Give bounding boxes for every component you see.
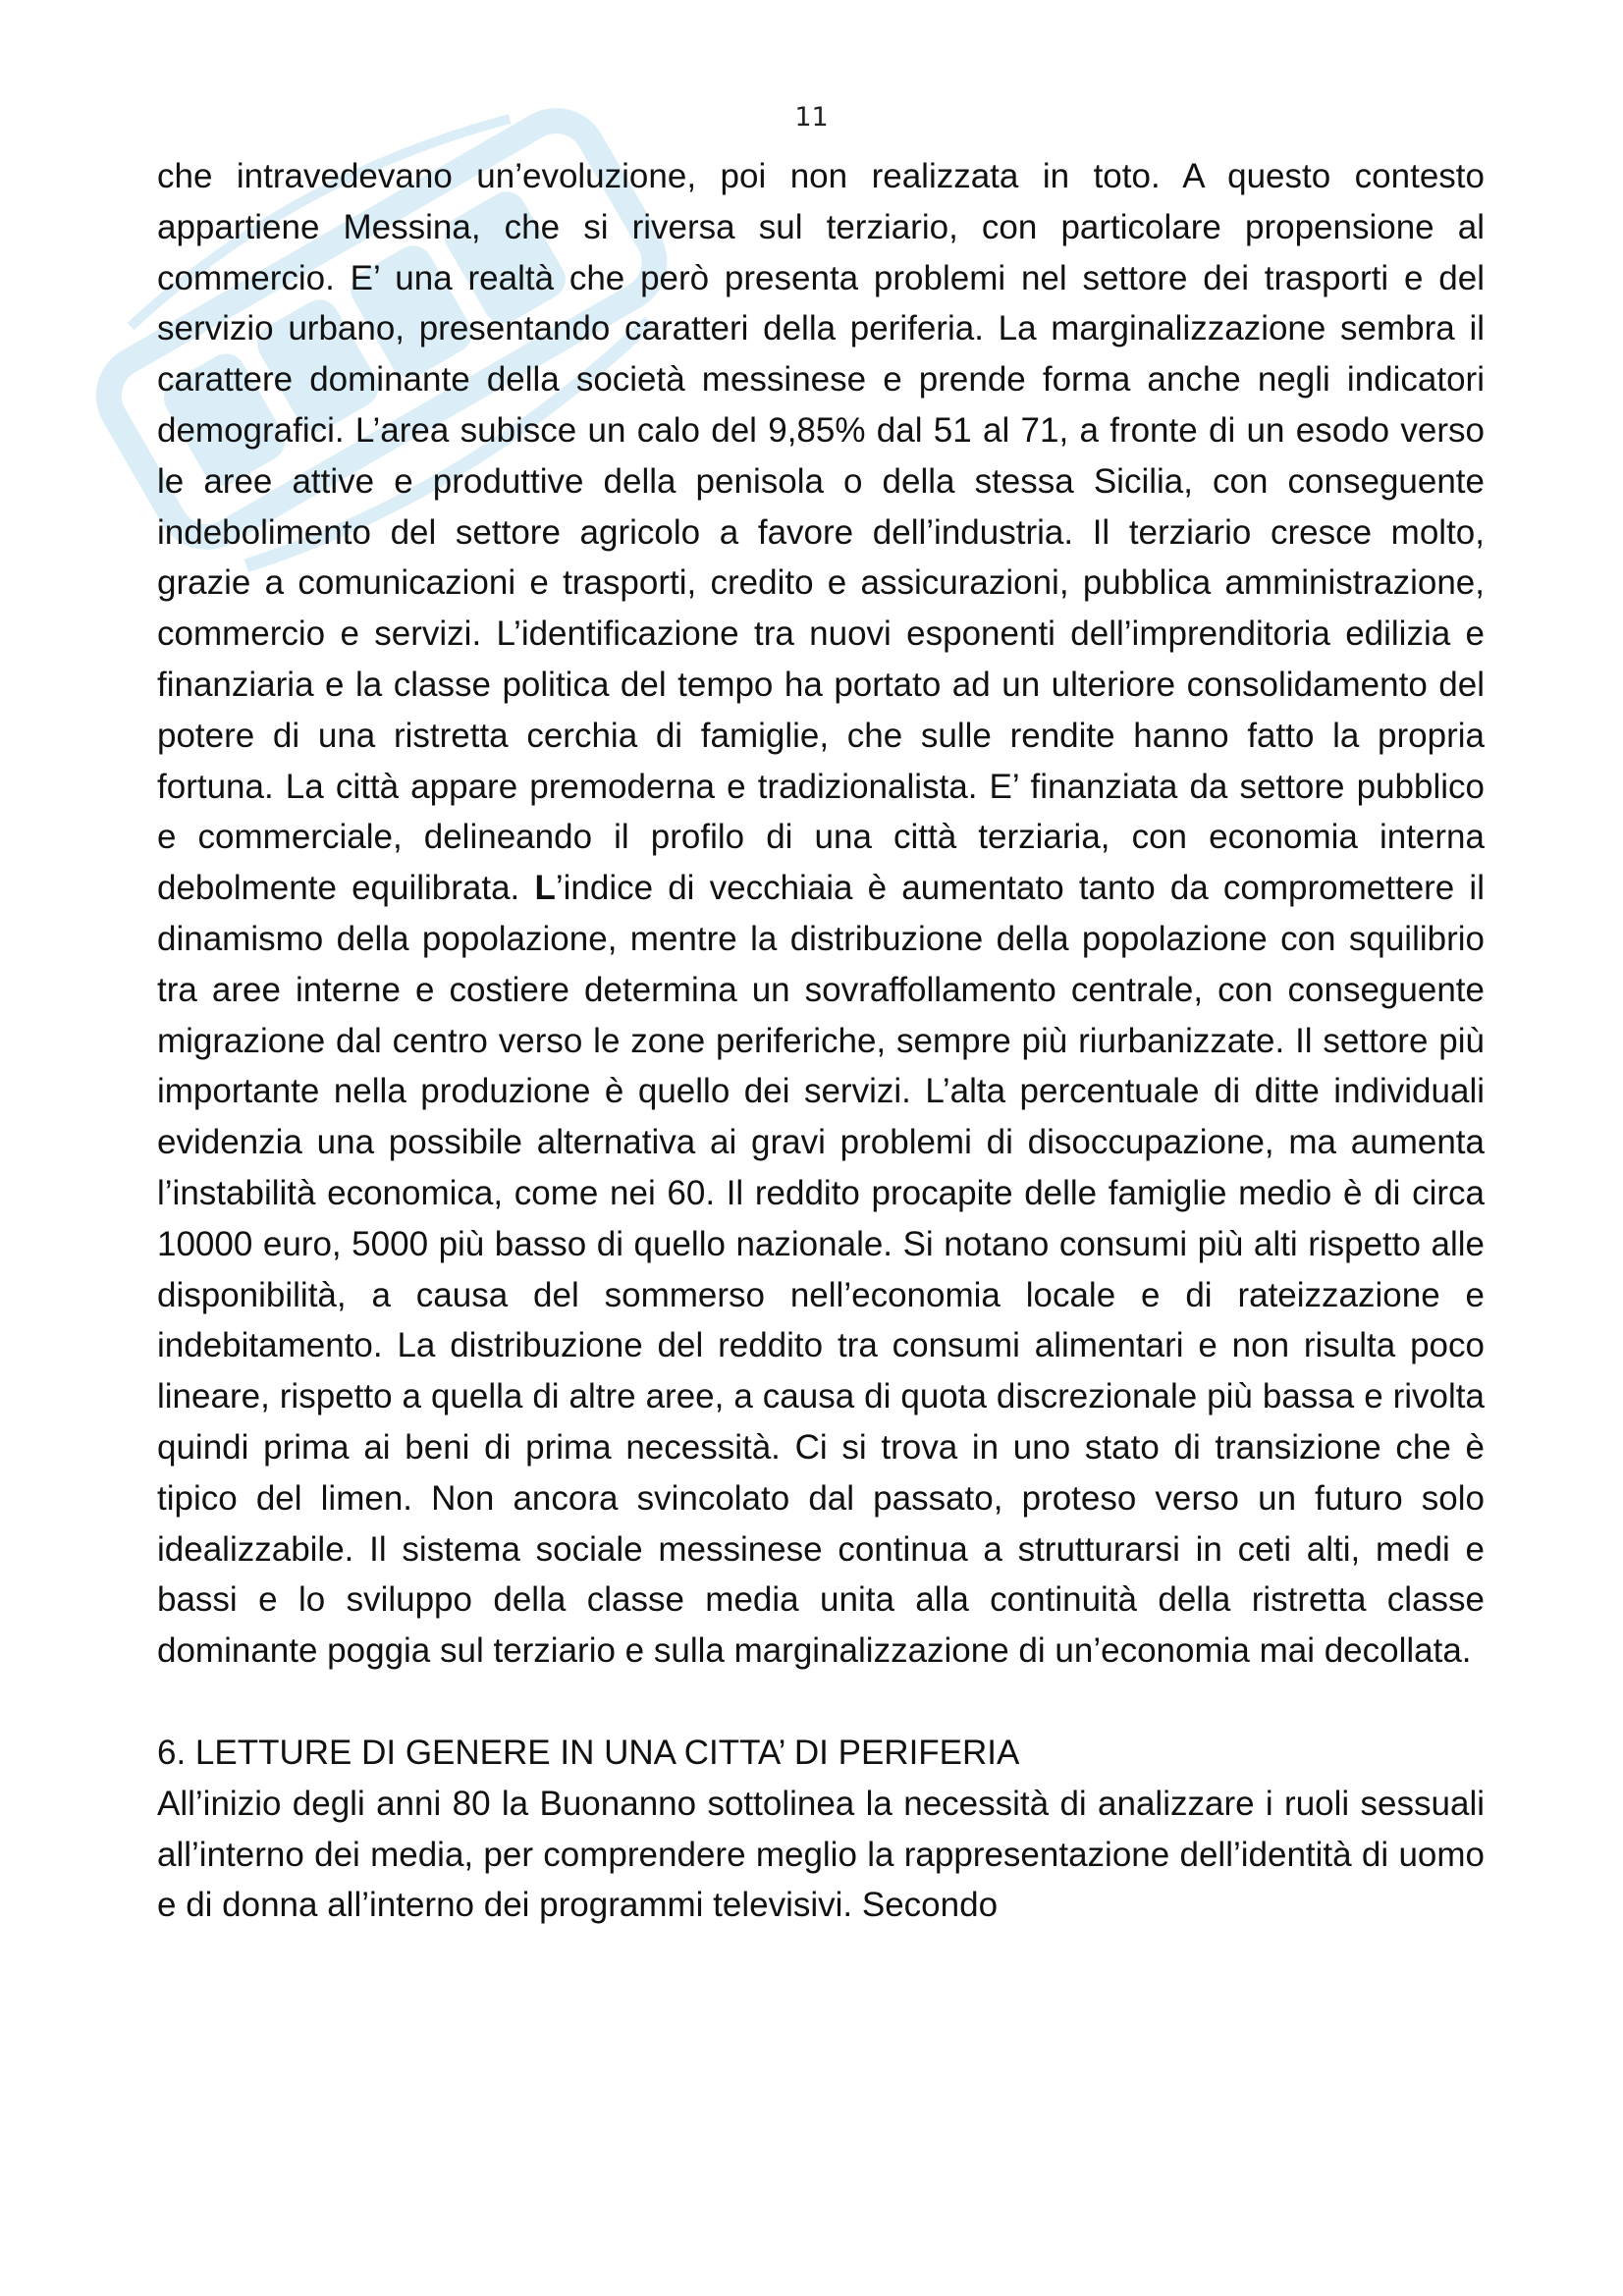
paragraph-text: che intravedevano un’evoluzione, poi non realizzata in toto. A questo contesto appartiene Messina, che si riversa sul terziario, con particolare propensione al commercio. E’ una realtà che però presenta problemi nel settore dei trasporti e del servizio urbano, presentando caratteri della periferia. La marginalizzazione sembra il carattere dominante della società messinese e prende forma anche negli indicatori demografici. L’area subisce un calo del 9,85% dal 51 al 71, a fronte di un esodo verso le aree attive e produttive della penisola o della stessa Sicilia, con conseguente indebolimento del settore agricolo a favore dell’industria. Il terziario cresce molto, grazie a comunicazioni e trasporti, credito e assicurazioni, pubblica amministrazione, commercio e servizi. L’identificazione tra nuovi esponenti dell’imprenditoria edilizia e finanziaria e la classe politica del tempo ha portato ad un ulteriore consolidamento del potere di una ristretta cerchia di famiglie, che sulle rendite hanno fatto la propria fortuna. La città appare premoderna e tradizionalista. E’ finanziata da settore pubblico e commerciale, delineando il profilo di una città terziaria, con economia interna debolmente equilibrata. <box>157 157 1485 908</box>
body-paragraph <box>157 151 1485 1677</box>
page-number: 11 <box>794 102 829 133</box>
section-heading: 6. LETTURE DI GENERE IN UNA CITTA’ DI PERIFERIA <box>157 1733 1020 1772</box>
document-body <box>157 151 1485 1931</box>
body-paragraph-2: All’inizio degli anni 80 la Buonanno sottolinea la necessità di analizzare i ruoli sessuali all’interno dei media, per comprendere meglio la rappresentazione dell’identità di uomo e di donna all’interno dei programmi televisivi. Secondo <box>157 1784 1485 1925</box>
paragraph-text-continued: ’indice di vecchiaia è aumentato tanto da compromettere il dinamismo della popolazione, mentre la distribuzione della popolazione con squilibrio tra aree interne e costiere determina un sovraffollamento centrale, con conseguente migrazione dal centro verso le zone periferiche, sempre più riurbanizzate. Il settore più importante nella produzione è quello dei servizi. L’alta percentuale di ditte individuali evidenzia una possibile alternativa ai gravi problemi di disoccupazione, ma aumenta l’instabilità economica, come nei 60. Il reddito procapite delle famiglie medio è di circa 10000 euro, 5000 più basso di quello nazionale. Si notano consumi più alti rispetto alle disponibilità, a causa del sommerso nell’economia locale e di rateizzazione e indebitamento. La distribuzione del reddito tra consumi alimentari e non risulta poco lineare, rispetto a quella di altre aree, a causa di quota discrezionale più bassa e rivolta quindi prima ai beni di prima necessità. Ci si trova in uno stato di transizione che è tipico del limen. Non ancora svincolato dal passato, proteso verso un futuro solo idealizzabile. Il sistema sociale messinese continua a strutturarsi in ceti alti, medi e bassi e lo sviluppo della classe media unita alla continuità della ristretta classe dominante poggia sul terziario e sulla marginalizzazione di un’economia mai decollata. <box>157 869 1485 1671</box>
bold-initial: L <box>534 869 556 908</box>
